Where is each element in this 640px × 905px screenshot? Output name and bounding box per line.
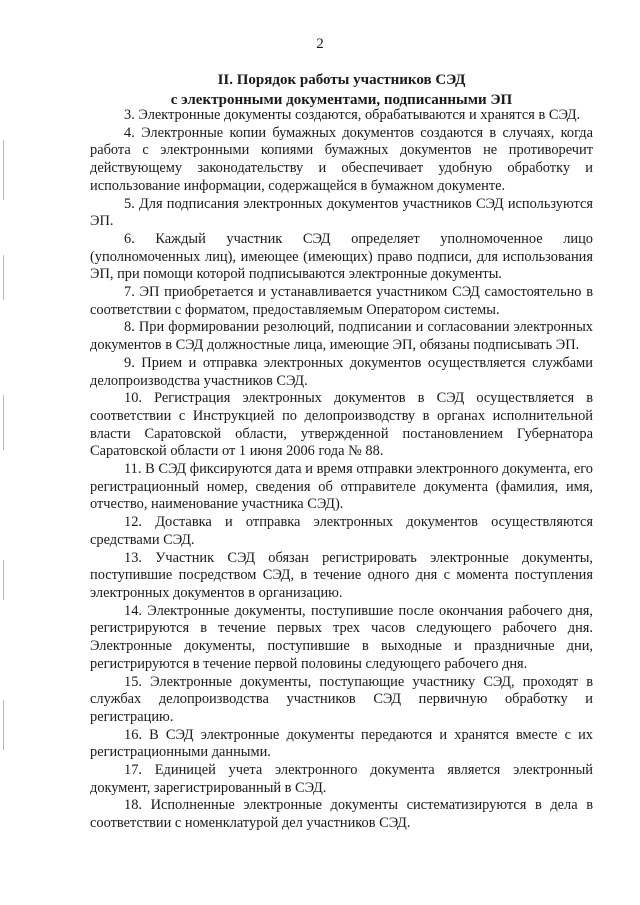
paragraph: 10. Регистрация электронных документов в СЭД осуществляется в соответствии с Инструкцией по делопроизводству в органах исполнительной власти Саратовской области, утвержденной постановлением Губернатора Саратовской области от 1 июня 2006 года № 88. bbox=[90, 390, 593, 460]
section-heading bbox=[90, 70, 593, 110]
paragraph: 17. Единицей учета электронного документа является электронный документ, зарегистрированный в СЭД. bbox=[90, 762, 593, 796]
paragraph: 8. При формировании резолюций, подписании и согласовании электронных документов в СЭД должностные лица, имеющие ЭП, обязаны подписывать ЭП. bbox=[90, 319, 593, 354]
section-heading-line: с электронными документами, подписанными ЭП bbox=[170, 92, 513, 108]
paragraph: 14. Электронные документы, поступившие после окончания рабочего дня, регистрируются в течение первых трех часов следующего рабочего дня. Электронные документы, поступившие в выходные и праздничные дни, регистрируются в течение первой половины следующего рабочего дня. bbox=[90, 602, 593, 672]
scan-edge-mark bbox=[3, 560, 4, 600]
paragraph: 4. Электронные копии бумажных документов создаются в случаях, когда работа с электронными копиями бумажных документов не противоречит действующему законодательству и обеспечивает удобную обработку и использование информации, содержащейся в бумажном документе. bbox=[90, 124, 593, 194]
paragraph: 6. Каждый участник СЭД определяет уполномоченное лицо (уполномоченных лиц), имеющее (имеющих) право подписи, для использования ЭП, при помощи которой подписываются электронные документы. bbox=[90, 230, 593, 283]
paragraph: 15. Электронные документы, поступающие участнику СЭД, проходят в службах делопроизводства участников СЭД первичную обработку и регистрацию. bbox=[90, 673, 593, 725]
scan-edge-mark bbox=[3, 395, 4, 450]
scan-edge-mark bbox=[3, 140, 4, 200]
page-number: 2 bbox=[316, 36, 324, 52]
paragraph: 11. В СЭД фиксируются дата и время отправки электронного документа, его регистрационный номер, сведения об отправителе документа (фамилия, имя, отчество, наименование участника СЭД). bbox=[90, 461, 593, 513]
document-body bbox=[90, 107, 593, 833]
paragraph: 13. Участник СЭД обязан регистрировать электронные документы, поступившие посредством СЭД, в течение одного дня с момента поступления электронных документов в организацию. bbox=[90, 549, 593, 601]
paragraph: 12. Доставка и отправка электронных документов осуществляются средствами СЭД. bbox=[90, 514, 593, 548]
paragraph: 9. Прием и отправка электронных документов осуществляется службами делопроизводства участников СЭД. bbox=[90, 354, 593, 389]
paragraph: 16. В СЭД электронные документы передаются и хранятся вместе с их регистрационными данными. bbox=[90, 726, 593, 761]
scan-edge-mark bbox=[3, 255, 4, 300]
paragraph: 3. Электронные документы создаются, обрабатываются и хранятся в СЭД. bbox=[124, 107, 581, 123]
scan-edge-mark bbox=[3, 700, 4, 750]
section-heading-line: II. Порядок работы участников СЭД bbox=[217, 72, 466, 88]
paragraph: 5. Для подписания электронных документов участников СЭД используются ЭП. bbox=[90, 195, 593, 230]
paragraph: 18. Исполненные электронные документы систематизируются в дела в соответствии с номенклатурой дел участников СЭД. bbox=[90, 797, 593, 832]
paragraph: 7. ЭП приобретается и устанавливается участником СЭД самостоятельно в соответствии с форматом, предоставляемым Оператором системы. bbox=[90, 284, 593, 318]
